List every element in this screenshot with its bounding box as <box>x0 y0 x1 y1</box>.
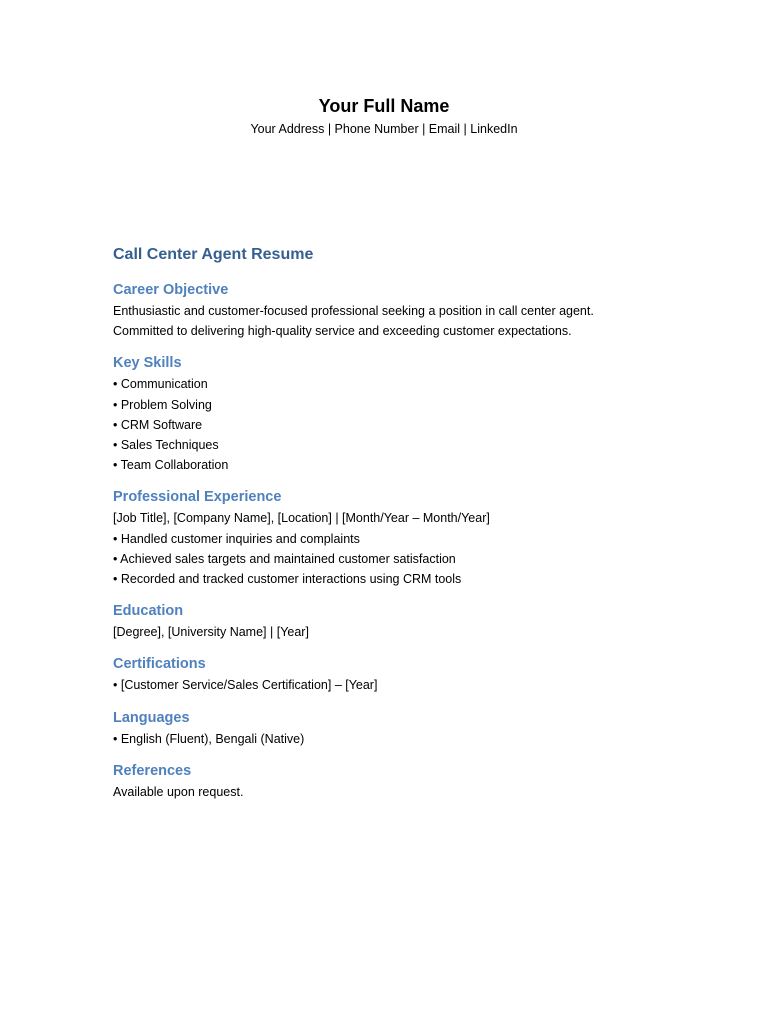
skill-item: • Team Collaboration <box>113 458 229 473</box>
section-references <box>113 761 673 802</box>
experience-line: • Achieved sales targets and maintained customer satisfaction <box>113 551 456 566</box>
resume-header <box>0 94 768 138</box>
certification-item: • [Customer Service/Sales Certification] – [Year] <box>113 678 378 693</box>
experience-line: [Job Title], [Company Name], [Location] | [Month/Year – Month/Year] <box>113 511 490 526</box>
skill-item: • Communication <box>113 377 208 392</box>
section-certifications <box>113 654 673 695</box>
experience-line: • Handled customer inquiries and complaints <box>113 531 360 546</box>
skill-item: • Sales Techniques <box>113 438 219 453</box>
section-heading: Key Skills <box>113 355 182 372</box>
language-item: • English (Fluent), Bengali (Native) <box>113 731 305 746</box>
section-career-objective <box>113 280 673 341</box>
section-heading: Career Objective <box>113 282 229 298</box>
skill-item: • CRM Software <box>113 417 203 432</box>
contact-line: Your Address | Phone Number | Email | LinkedIn <box>250 122 518 136</box>
full-name: Your Full Name <box>318 96 450 116</box>
section-heading: Education <box>113 603 184 620</box>
section-professional-experience <box>113 487 673 589</box>
education-line: [Degree], [University Name] | [Year] <box>113 625 309 640</box>
section-heading: Professional Experience <box>113 489 282 506</box>
section-heading: References <box>113 762 192 779</box>
section-education <box>113 601 673 642</box>
skill-item: • Problem Solving <box>113 397 212 412</box>
references-line: Available upon request. <box>113 784 244 799</box>
resume-body <box>113 244 673 814</box>
experience-line: • Recorded and tracked customer interactions using CRM tools <box>113 572 462 587</box>
section-heading: Certifications <box>113 656 206 673</box>
section-key-skills <box>113 353 673 475</box>
objective-line: Enthusiastic and customer-focused professional seeking a position in call center agent. <box>113 304 594 318</box>
section-languages <box>113 708 673 749</box>
section-heading: Languages <box>113 709 190 726</box>
objective-line: Committed to delivering high-quality service and exceeding customer expectations. <box>113 324 572 339</box>
document-title: Call Center Agent Resume <box>113 246 314 263</box>
